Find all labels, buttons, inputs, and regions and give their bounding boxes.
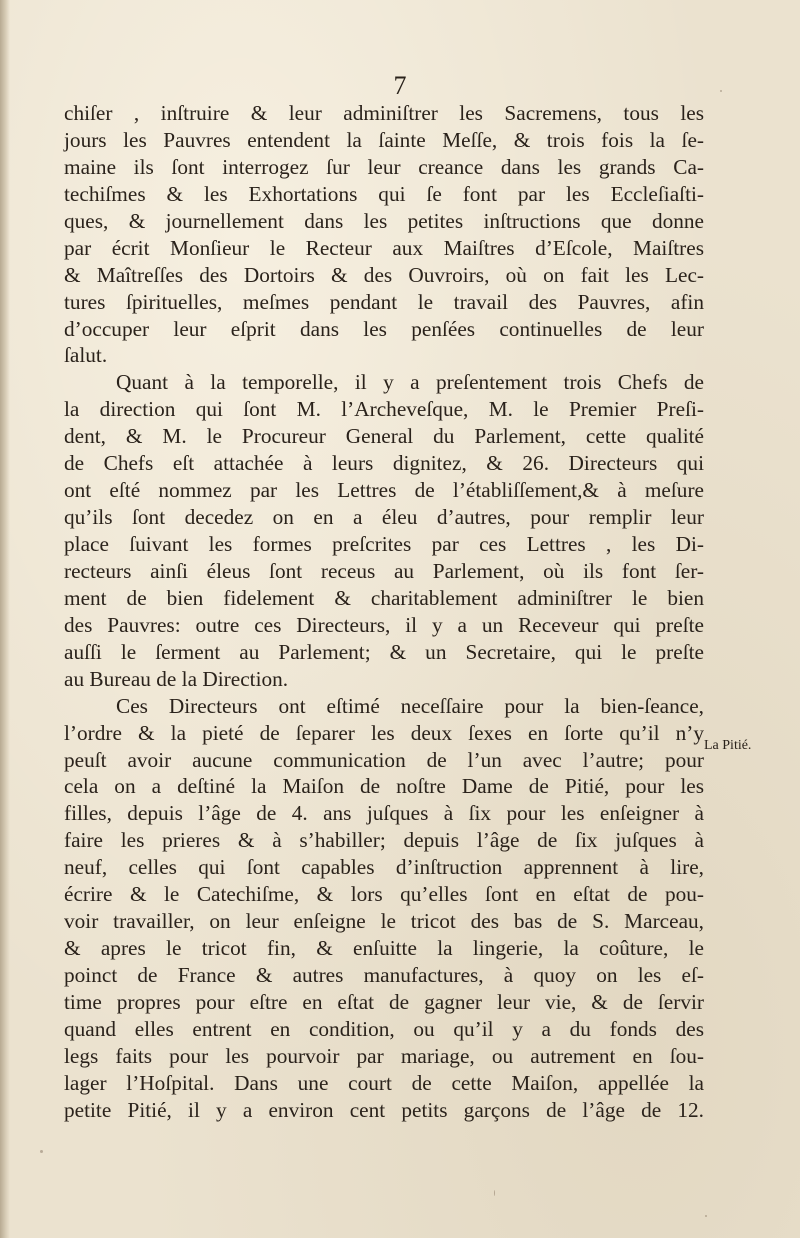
text-line: cela on a deſtiné la Maiſon de noſtre Dame de Pitié, pour les [64, 774, 704, 799]
text-line: de Chefs eſt attachée à leurs dignitez, & 26. Directeurs qui [64, 451, 704, 476]
paper-speck [40, 1150, 43, 1153]
text-line: qu’ils ſont decedez on en a éleu d’autres, pour remplir leur [64, 505, 704, 530]
text-line: & apres le tricot fin, & enſuitte la lingerie, la coûture, le [64, 936, 704, 961]
paper-speck [720, 90, 722, 92]
body-text [64, 100, 704, 1124]
text-line: Ces Directeurs ont eſtimé neceſſaire pour la bien-ſeance, [116, 693, 704, 718]
text-line: legs faits pour les pourvoir par mariage, ou autrement en ſou- [64, 1043, 704, 1068]
text-line: ſalut. [64, 343, 108, 368]
binding-edge [0, 0, 10, 1238]
text-line: Quant à la temporelle, il y a preſentement trois Chefs de [116, 370, 704, 395]
text-line: des Pauvres: outre ces Directeurs, il y a un Receveur qui preſte [64, 612, 704, 637]
text-line: faire les prieres & à s’habiller; depuis l’âge de ſix juſques à [64, 828, 704, 853]
text-line: la direction qui ſont M. l’Archeveſque, M. le Premier Preſi- [64, 397, 704, 422]
text-line: time propres pour eſtre en eſtat de gagner leur vie, & de ſervir [64, 989, 704, 1014]
text-line: & Maîtreſſes des Dortoirs & des Ouvroirs, où on fait les Lec- [64, 262, 704, 287]
text-line: l’ordre & la pieté de ſeparer les deux ſexes en ſorte qu’il n’y [64, 720, 704, 745]
text-line: lager l’Hoſpital. Dans une court de cette Maiſon, appellée la [64, 1070, 704, 1095]
page-number: 7 [393, 71, 407, 100]
paper-speck [705, 1215, 707, 1217]
text-line: peuſt avoir aucune communication de l’un avec l’autre; pour [64, 747, 704, 772]
text-line: poinct de France & autres manufactures, à quoy on les eſ- [64, 963, 704, 987]
margin-note: La Pitié. [704, 738, 752, 753]
text-line: tures ſpirituelles, meſmes pendant le travail des Pauvres, afin [64, 289, 704, 314]
text-line: d’occuper leur eſprit dans les penſées continuelles de leur [64, 316, 704, 341]
paper-speck [494, 1190, 495, 1196]
text-line: écrire & le Catechiſme, & lors qu’elles ſont en eſtat de pou- [64, 882, 704, 907]
text-line: chiſer , inſtruire & leur adminiſtrer les Sacremens, tous les [64, 101, 704, 125]
text-line: quand elles entrent en condition, ou qu’il y a du fonds des [64, 1016, 704, 1041]
text-line: dent, & M. le Procureur General du Parlement, cette qualité [64, 424, 704, 449]
text-line: recteurs ainſi éleus ſont receus au Parlement, où ils font ſer- [64, 558, 704, 583]
text-line: place ſuivant les formes preſcrites par ces Lettres , les Di- [64, 532, 704, 556]
text-line: par écrit Monſieur le Recteur aux Maiſtres d’Eſcole, Maiſtres [64, 235, 704, 260]
text-line: maine ils ſont interrogez ſur leur creance dans les grands Ca- [64, 154, 704, 179]
text-line: petite Pitié, il y a environ cent petits garçons de l’âge de 12. [64, 1097, 704, 1122]
text-line: ques, & journellement dans les petites inſtructions que donne [64, 208, 704, 233]
text-line: neuf, celles qui ſont capables d’inſtruction apprennent à lire, [64, 855, 704, 880]
text-line: au Bureau de la Direction. [64, 666, 289, 691]
text-line: techiſmes & les Exhortations qui ſe font par les Eccleſiaſti- [64, 181, 704, 206]
text-line: ment de bien fidelement & charitablement adminiſtrer le bien [64, 585, 704, 610]
text-line: jours les Pauvres entendent la ſainte Meſſe, & trois fois la ſe- [64, 127, 704, 152]
text-line: filles, depuis l’âge de 4. ans juſques à ſix pour les enſeigner à [64, 801, 704, 826]
text-line: voir travailler, on leur enſeigne le tricot des bas de S. Marceau, [64, 909, 704, 934]
text-line: auſſi le ſerment au Parlement; & un Secretaire, qui le preſte [64, 639, 704, 664]
text-line: ont eſté nommez par les Lettres de l’établiſſement,& à meſure [64, 478, 704, 503]
